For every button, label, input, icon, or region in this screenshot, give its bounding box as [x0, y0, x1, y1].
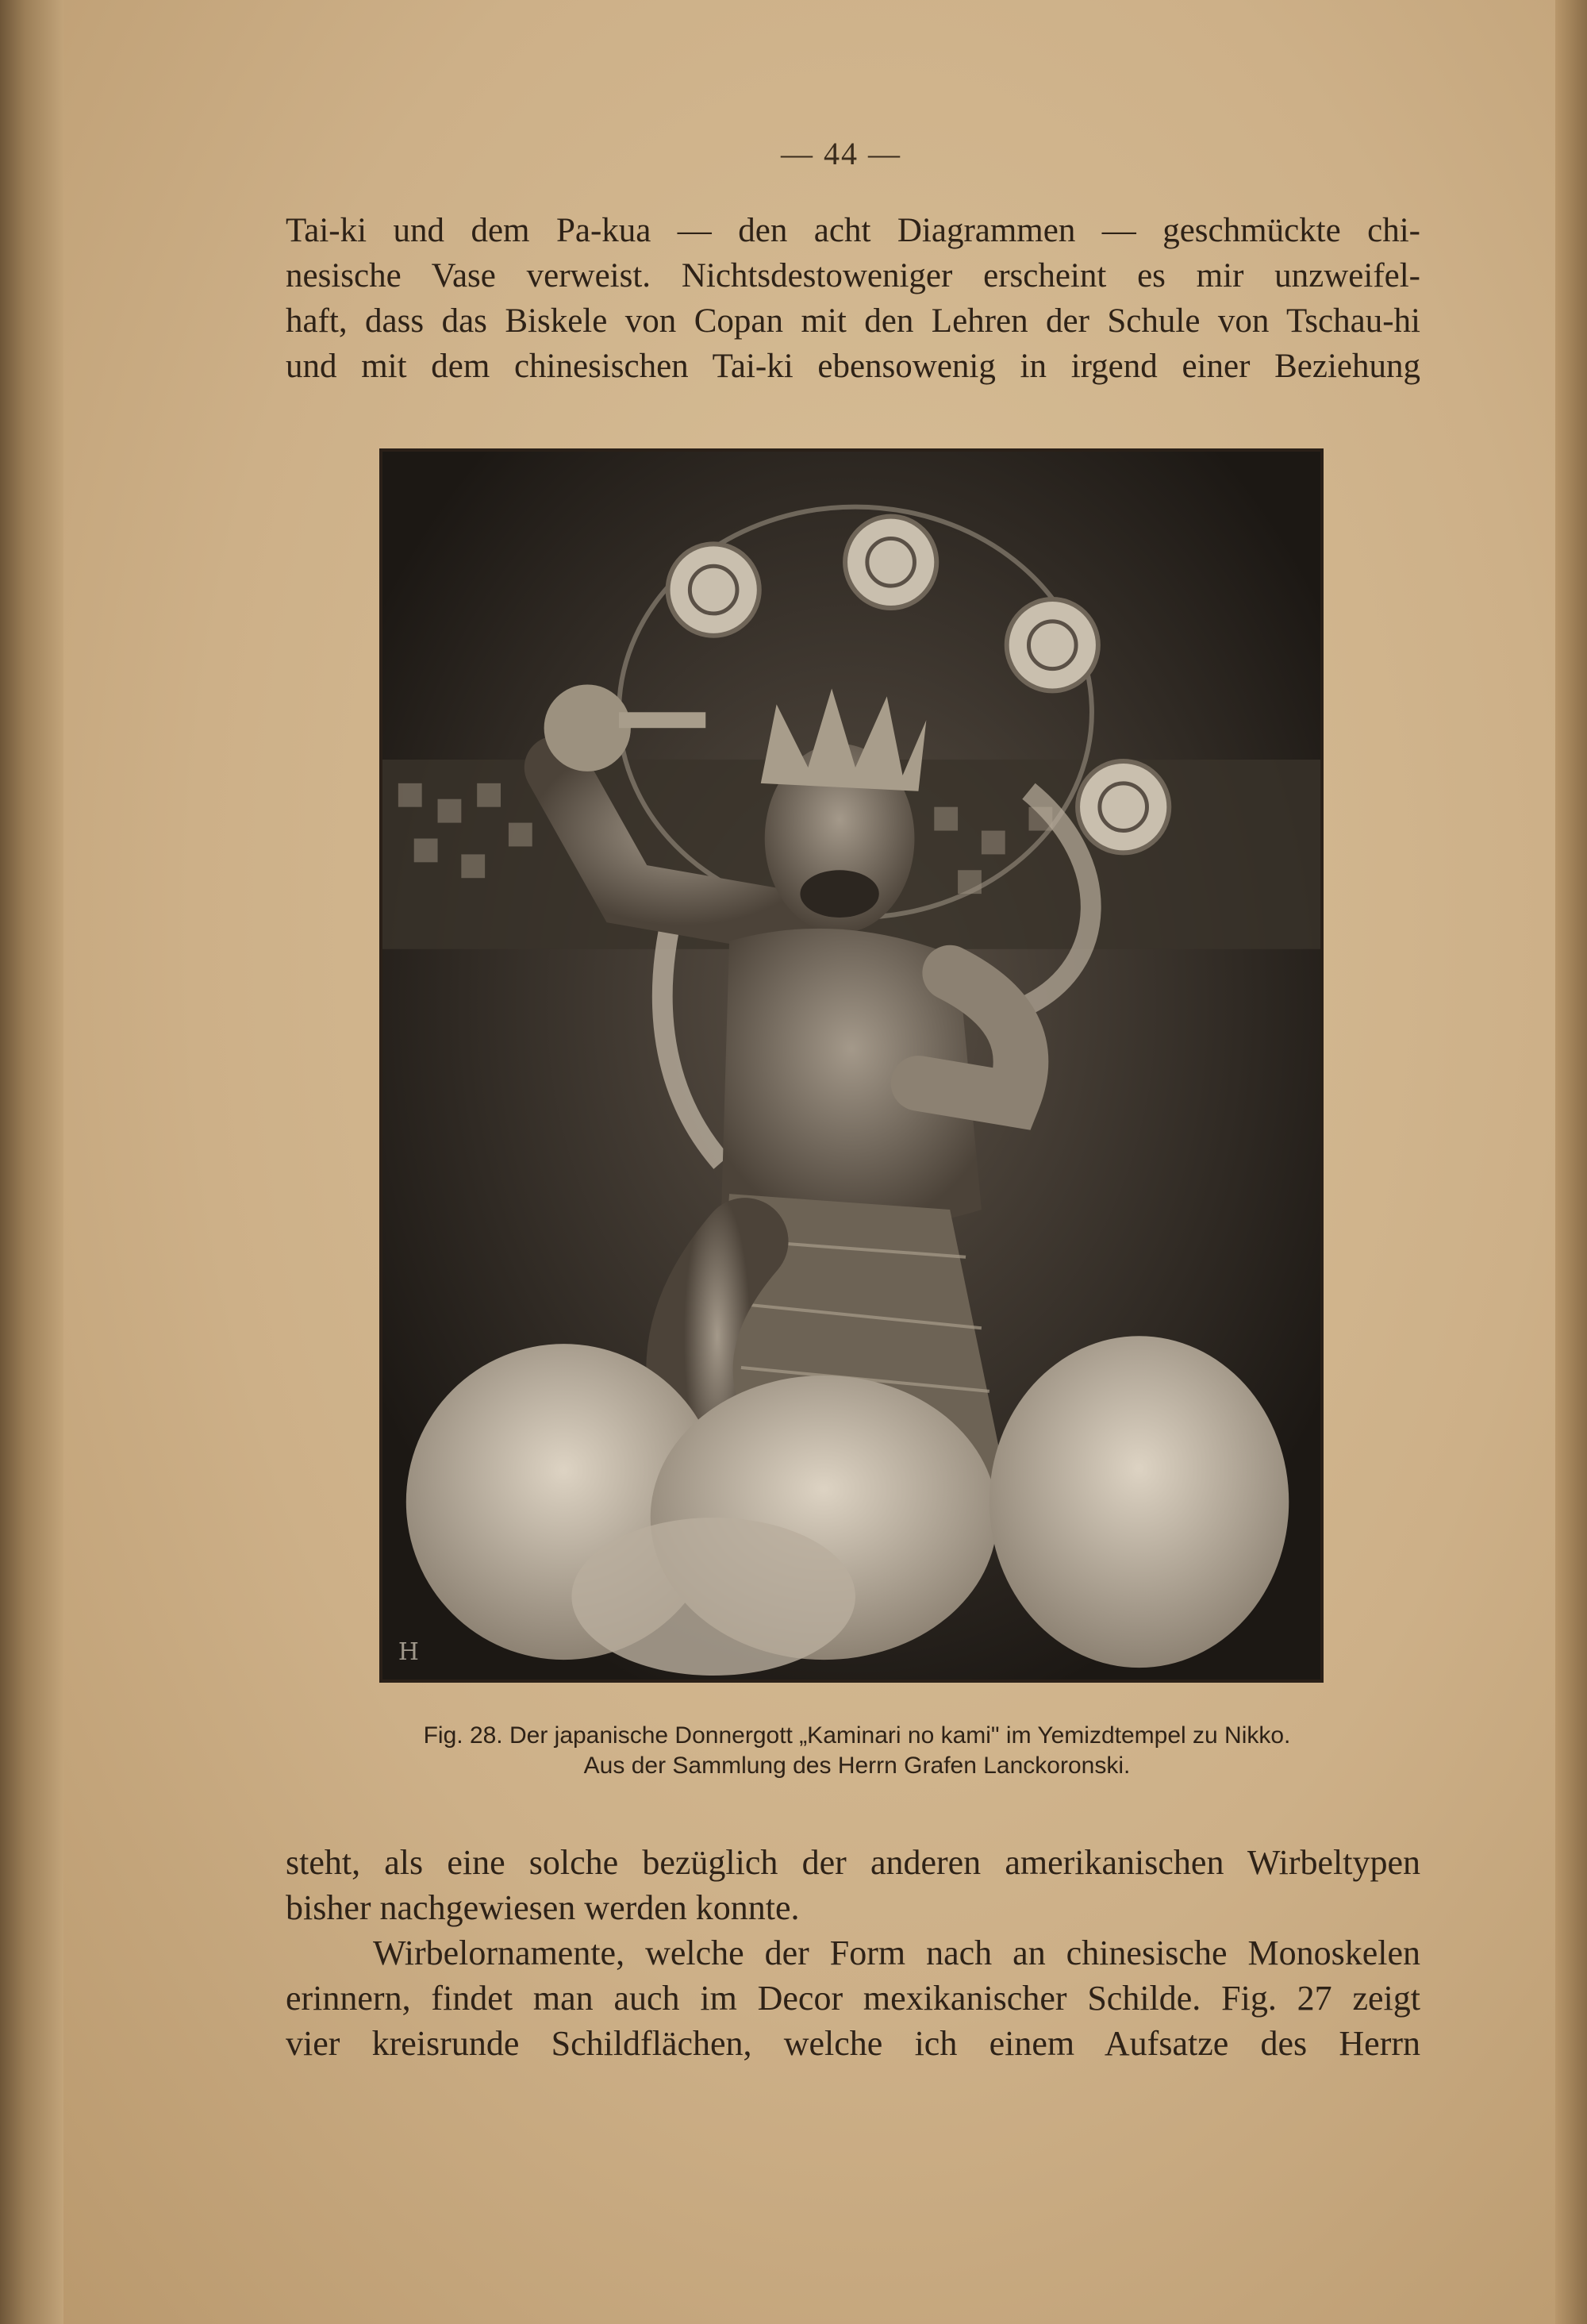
page-edge-shadow — [1555, 0, 1587, 2324]
text-line: haft, dass das Biskele von Copan mit den Lehren der Schule von Tschau-hi — [286, 302, 1420, 340]
thunder-god-statue-image — [382, 452, 1320, 1680]
top-paragraph — [286, 208, 1420, 389]
text-line: vier kreisrunde Schildflächen, welche ich einem Aufsatze des Herrn — [286, 2024, 1420, 2063]
svg-text:H: H — [398, 1638, 419, 1667]
text-line: Wirbelornamente, welche der Form nach an chinesische Monoskelen — [373, 1933, 1420, 1972]
text-line: erinnern, findet man auch im Decor mexikanischer Schilde. Fig. 27 zeigt — [286, 1979, 1420, 2018]
page-number: — 44 — — [781, 136, 901, 171]
figure-photograph — [379, 448, 1324, 1683]
caption-line: Aus der Sammlung des Herrn Grafen Lanckoronski. — [583, 1753, 1131, 1779]
text-line: steht, als eine solche bezüglich der anderen amerikanischen Wirbeltypen — [286, 1843, 1420, 1882]
text-line: Tai-ki und dem Pa-kua — den acht Diagrammen — geschmückte chi- — [286, 212, 1420, 249]
figure-caption — [302, 1721, 1412, 1781]
text-line: bisher nachgewiesen werden konnte. — [286, 1888, 800, 1927]
caption-line: Fig. 28. Der japanische Donnergott „Kaminari no kami" im Yemizdtempel zu Nikko. — [423, 1722, 1291, 1749]
text-line: und mit dem chinesischen Tai-ki ebensowenig in irgend einer Beziehung — [286, 348, 1420, 385]
bottom-paragraph — [286, 1840, 1420, 2066]
book-spine-shadow — [0, 0, 63, 2324]
text-line: nesische Vase verweist. Nichtsdestoweniger erscheint es mir unzweifel- — [286, 257, 1420, 294]
